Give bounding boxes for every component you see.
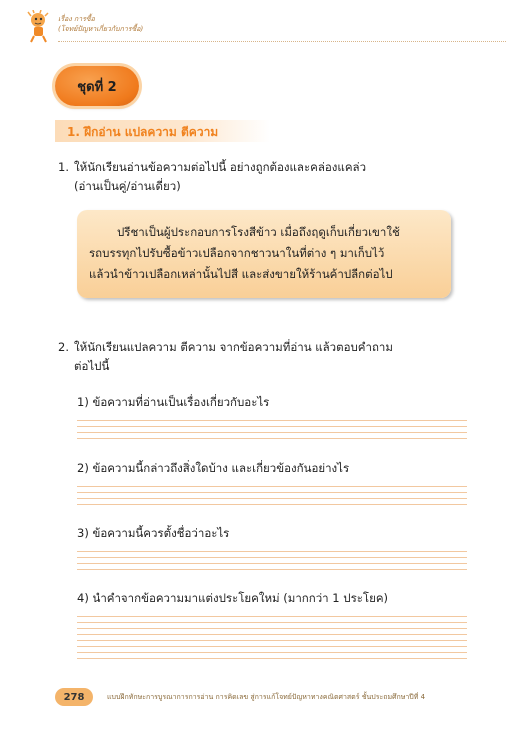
mascot-icon — [26, 10, 54, 44]
passage-line-1: ปรีชาเป็นผู้ประกอบการโรงสีข้าว เมื่อถึงฤดูเก็บเกี่ยวเขาใช้ — [117, 225, 400, 239]
question-1-line-1: ให้นักเรียนอ่านข้อความต่อไปนี้ อย่างถูกต้องและคล่องแคล่ว — [74, 160, 367, 174]
page-header — [26, 10, 506, 46]
footer-text: แบบฝึกทักษะการบูรณาการการอ่าน การคิดเลข สู่การแก้โจทย์ปัญหาทางคณิตศาสตร์ ชั้นประถมศึกษาปีที่ 4 — [107, 693, 426, 701]
page-footer — [55, 688, 465, 706]
answer-lines-2[interactable] — [77, 486, 467, 510]
question-1-line-2: (อ่านเป็นคู่/อ่านเดี่ยว) — [74, 179, 181, 193]
question-1 — [58, 158, 478, 198]
question-2-number: 2. — [58, 340, 69, 354]
question-2-line-2: ต่อไปนี้ — [74, 359, 110, 373]
section-title: 1. ฝึกอ่าน แปลความ ตีความ — [67, 125, 219, 139]
header-title: เรื่อง การซื้อ — [58, 15, 95, 23]
passage-line-2: รถบรรทุกไปรับซื้อข้าวเปลือกจากชาวนาในที่ต่าง ๆ มาเก็บไว้ — [89, 246, 385, 260]
question-2-line-1: ให้นักเรียนแปลความ ตีความ จากข้อความที่อ่าน แล้วตอบคำถาม — [74, 340, 393, 354]
reading-passage-box — [77, 210, 451, 298]
header-text — [58, 14, 143, 34]
sub-question-2: 2) ข้อความนี้กล่าวถึงสิ่งใดบ้าง และเกี่ยวข้องกันอย่างไร — [77, 461, 350, 475]
page-number: 278 — [55, 688, 93, 706]
set-badge: ชุดที่ 2 — [55, 66, 139, 106]
header-subtitle: (โจทย์ปัญหาเกี่ยวกับการซื้อ) — [58, 25, 144, 33]
question-2 — [58, 338, 478, 378]
answer-lines-3[interactable] — [77, 551, 467, 575]
answer-lines-1[interactable] — [77, 420, 467, 444]
sub-question-3: 3) ข้อความนี้ควรตั้งชื่อว่าอะไร — [77, 526, 230, 540]
answer-lines-4[interactable] — [77, 616, 467, 664]
section-heading-bar — [55, 120, 270, 142]
passage-line-3: แล้วนำข้าวเปลือกเหล่านั้นไปสี และส่งขายให้ร้านค้าปลีกต่อไป — [89, 267, 393, 281]
sub-question-1: 1) ข้อความที่อ่านเป็นเรื่องเกี่ยวกับอะไร — [77, 395, 270, 409]
sub-question-4: 4) นำคำจากข้อความมาแต่งประโยคใหม่ (มากกว่า 1 ประโยค) — [77, 591, 389, 605]
header-divider — [58, 41, 506, 42]
question-1-number: 1. — [58, 160, 69, 174]
